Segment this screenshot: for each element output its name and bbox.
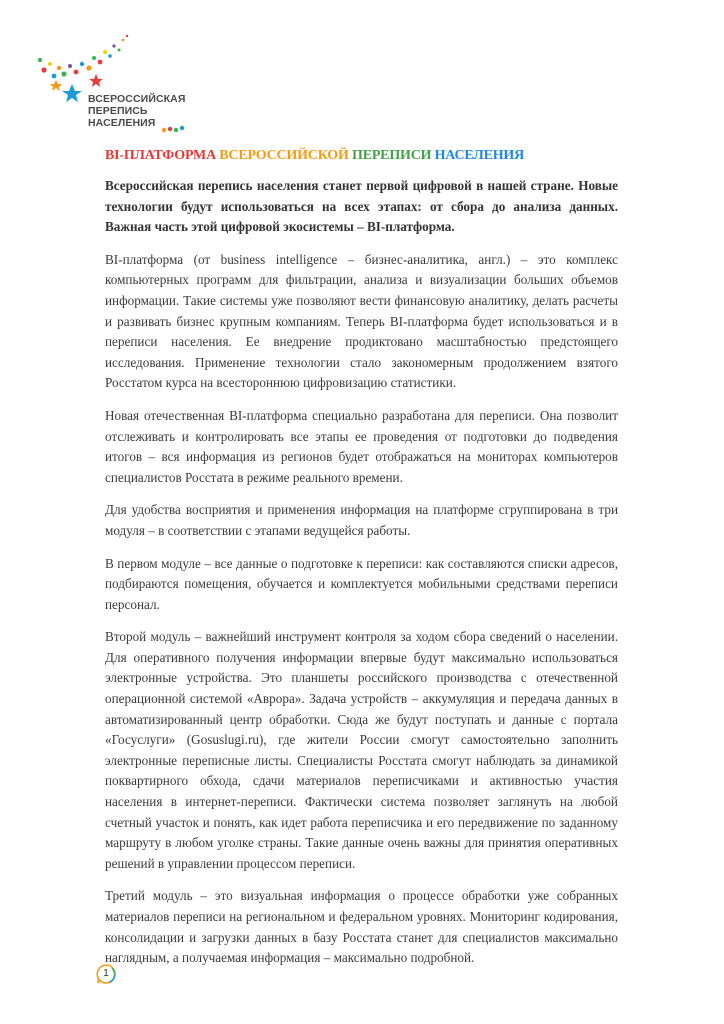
logo-line-2: ПЕРЕПИСЬ <box>88 105 148 117</box>
lead-paragraph: Всероссийская перепись населения станет первой цифровой в нашей стране. Новые технологии будут использоваться на всех этапах: от сбора до анализа данных. Важная часть этой цифровой экосистемы – BI-платформа. <box>105 178 618 235</box>
logo-wordmark <box>88 93 185 129</box>
paragraph-module-1: В первом модуле – все данные о подготовке к переписи: как составляются списки адресов, подбираются помещения, обучается и комплектуется мобильными средствами переписи персонал. <box>105 555 618 612</box>
page-number: 1 <box>103 968 109 979</box>
page-number-badge <box>95 963 117 985</box>
title-part-1: BI-ПЛАТФОРМА <box>105 148 220 163</box>
paragraph-module-3: Третий модуль – это визуальная информация о процессе обработки уже собранных материалов переписи на региональном и федеральном уровнях. Мониторинг кодирования, консолидации и загрузки данных в базу Росстата станет для специалистов максимально наглядным, а получаемая информация – максимально подробной. <box>105 888 618 966</box>
title-part-2: ВСЕРОССИЙСКОЙ <box>219 148 352 163</box>
paragraph-three-modules: Для удобства восприятия и применения информация на платформе сгруппирована в три модуля – в соответствии с этапами ведущейся работы. <box>105 502 618 538</box>
paragraph-module-2: Второй модуль – важнейший инструмент контроля за ходом сбора сведений о населении. Для оперативного получения информации впервые будут максимально использоваться электронные устройства. Это планшеты российского производства с отечественной операционной системой «Аврора». Задача устройств – аккумуляция и передача данных в автоматизированный центр обработки. Сюда же будут поступать и данные с портала «Госуслуги» (Gosuslugi.ru), где жители России смогут самостоятельно заполнить электронные переписные листы. Специалисты Росстата смогут наблюдать за динамикой поквартирного обхода, сдачи материалов переписчиками и активностью участия населения в интернет-переписи. Фактически система позволяет заглянуть на любой счетный участок и понять, как идет работа переписчика и его передвижение по заданному маршруту в любом уголке страны. Такие данные очень важны для принятия оперативных решений в управлении процессом переписи. <box>105 629 618 871</box>
document-body <box>105 176 618 981</box>
paragraph-new-platform: Новая отечественная BI-платформа специально разработана для переписи. Она позволит отслеживать и контролировать все этапы ее проведения от подготовки до подведения итогов – вся информация из регионов будет отображаться на мониторах компьютеров специалистов Росстата в режиме реального времени. <box>105 407 618 485</box>
paragraph-bi-definition: BI-платформа (от business intelligence – бизнес-аналитика, англ.) – это комплекс компьютерных программ для фильтрации, анализа и визуализации больших объемов информации. Такие системы уже позволяют вести финансовую аналитику, делать расчеты и развивать бизнес крупным компаниям. Теперь BI-платформа будет использоваться и в переписи населения. Ее внедрение продиктовано масштабностью предстоящего исследования. Применение технологии стало закономерным продолжением взятого Росстатом курса на всестороннюю цифровизацию статистики. <box>105 251 618 391</box>
title-part-4: НАСЕЛЕНИЯ <box>434 148 525 163</box>
document-title <box>105 148 625 164</box>
logo-line-1: ВСЕРОССИЙСКАЯ <box>88 93 186 105</box>
logo-line-3: НАСЕЛЕНИЯ <box>88 117 156 129</box>
title-part-3: ПЕРЕПИСИ <box>352 148 435 163</box>
